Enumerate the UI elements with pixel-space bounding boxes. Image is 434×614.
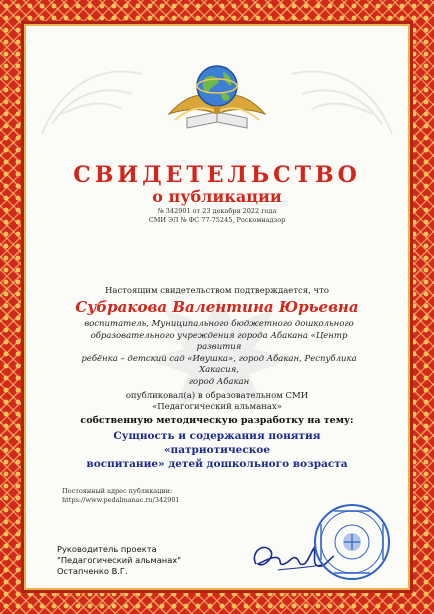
round-seal-icon <box>312 502 392 582</box>
published-in: опубликовал(а) в образовательном СМИ <box>125 391 309 401</box>
signer-name: Остапченко В.Г. <box>57 566 128 576</box>
globe-book-emblem-icon <box>167 54 267 140</box>
certificate-title: СВИДЕТЕЛЬСТВО <box>73 162 361 188</box>
signer-project: "Педагогический альманах" <box>57 555 182 565</box>
confirm-text: Настоящим свидетельством подтверждается, что <box>104 286 329 296</box>
ornament-swirl-icon <box>282 44 402 144</box>
registration-smi: СМИ ЭЛ № ФС 77-75245, Роскомнадзор <box>148 216 286 224</box>
position-line: город Абакан <box>188 376 250 387</box>
publication-info <box>24 391 410 413</box>
signer-block <box>57 544 217 577</box>
topic-line: Сущность и содержания понятия «патриотическое <box>113 430 321 456</box>
signer-role: Руководитель проекта <box>57 544 157 554</box>
publication-topic <box>64 429 370 471</box>
position-line: ребёнка – детский сад «Ивушка», город Абакан, Республика Хакасия, <box>81 353 357 376</box>
topic-line: воспитание» детей дошкольного возраста <box>86 458 348 470</box>
person-name: Субракова Валентина Юрьевна <box>75 298 359 316</box>
certificate-body <box>24 24 410 590</box>
registration-info <box>24 207 410 225</box>
registration-number: № 342901 от 23 декабря 2022 года <box>157 207 277 215</box>
position-line: воспитатель, Муниципального бюджетного дошкольного <box>84 319 354 329</box>
address-label: Постоянный адрес публикации: <box>62 487 173 495</box>
address-url[interactable]: https://www.pedalmanac.ru/342901 <box>62 496 180 504</box>
media-name: «Педагогический альманах» <box>152 402 282 412</box>
work-label: собственную методическую разработку на тему: <box>80 415 354 426</box>
certificate-subtitle: о публикации <box>152 187 282 206</box>
ornament-swirl-icon <box>32 44 152 144</box>
publication-address <box>62 487 262 505</box>
position-line: образовательного учреждения города Абакана «Центр развития <box>90 330 348 353</box>
person-position <box>76 319 362 389</box>
